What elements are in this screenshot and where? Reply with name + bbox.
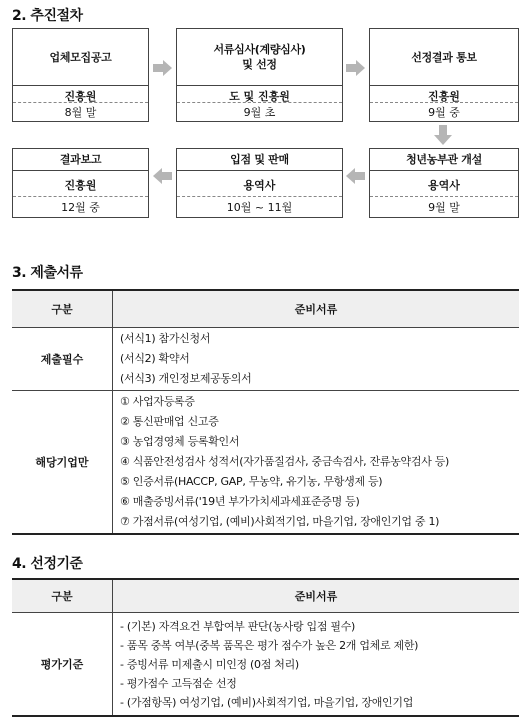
step-period: 9월 말: [370, 196, 518, 217]
header-documents: 준비서류: [113, 579, 520, 613]
list-item: - 평가점수 고득점순 선정: [120, 676, 237, 690]
process-step-review: [176, 28, 343, 122]
list-item: (서식1) 참가신청서: [120, 332, 211, 345]
table-row: [12, 328, 519, 391]
arrow-right-icon: [346, 60, 366, 76]
row-items: [113, 391, 520, 535]
section-title-documents: 3. 제출서류: [12, 265, 83, 281]
step-title: 서류심사(계량심사) 및 선정: [213, 43, 306, 71]
step-owner: 진흥원: [13, 170, 148, 199]
section-title-criteria: 4. 선정기준: [12, 556, 83, 572]
list-item: ⑥ 매출증빙서류('19년 부가가치세과세표준증명 등): [120, 495, 360, 508]
step-period: 10월 ~ 11월: [177, 196, 342, 217]
table-row: [12, 391, 519, 535]
step-title: 업체모집공고: [49, 50, 112, 64]
table-row: [12, 613, 519, 717]
list-item: - 품목 중복 여부(중복 품목은 평가 점수가 높은 2개 업체로 제한): [120, 638, 419, 652]
section-title-process: 2. 추진절차: [12, 8, 83, 24]
step-owner: 진흥원: [13, 85, 148, 105]
row-category: 평가기준: [12, 613, 113, 717]
process-step-notify: [369, 28, 519, 122]
step-title: 선정결과 통보: [411, 50, 477, 64]
documents-table: [12, 289, 519, 535]
list-item: (서식2) 확약서: [120, 352, 190, 365]
list-item: - (가점항목) 여성기업, (예비)사회적기업, 마을기업, 장애인기업: [120, 695, 414, 709]
row-items: [113, 613, 520, 717]
step-period: 9월 초: [177, 102, 342, 121]
list-item: ⑤ 인증서류(HACCP, GAP, 무농약, 유기농, 무항생제 등): [120, 475, 383, 488]
header-category: 구분: [12, 290, 113, 328]
list-item: ④ 식품안전성검사 성적서(자가품질검사, 중금속검사, 잔류농약검사 등): [120, 455, 450, 468]
process-step-report: [12, 148, 149, 218]
step-title: 결과보고: [59, 153, 102, 166]
arrow-down-icon: [434, 125, 452, 146]
step-period: 12월 중: [13, 196, 148, 217]
step-owner: 용역사: [370, 170, 518, 199]
list-item: - 증빙서류 미제출시 미인정 (0점 처리): [120, 657, 299, 671]
list-item: (서식3) 개인정보제공동의서: [120, 372, 252, 385]
list-item: ① 사업자등록증: [120, 395, 195, 408]
list-item: ② 통신판매업 신고증: [120, 415, 219, 428]
header-documents: 준비서류: [113, 290, 520, 328]
step-period: 9월 중: [370, 102, 518, 121]
step-owner: 용역사: [177, 170, 342, 199]
step-title: 청년농부관 개설: [406, 153, 482, 166]
process-step-recruit: [12, 28, 149, 122]
step-period: 8월 말: [13, 102, 148, 121]
table-header-row: [12, 579, 519, 613]
process-step-sales: [176, 148, 343, 218]
row-category: 제출필수: [12, 328, 113, 391]
criteria-table: [12, 578, 519, 717]
list-item: ⑦ 가점서류(여성기업, (예비)사회적기업, 마을기업, 장애인기업 중 1): [120, 515, 440, 528]
table-header-row: [12, 290, 519, 328]
arrow-left-icon: [346, 168, 366, 184]
step-owner: 진흥원: [370, 85, 518, 105]
list-item: ③ 농업경영체 등록확인서: [120, 435, 240, 448]
arrow-right-icon: [153, 60, 173, 76]
arrow-left-icon: [153, 168, 173, 184]
step-owner: 도 및 진흥원: [177, 85, 342, 105]
row-category: 해당기업만: [12, 391, 113, 535]
row-items: [113, 328, 520, 391]
process-step-open: [369, 148, 519, 218]
header-category: 구분: [12, 579, 113, 613]
step-title: 입점 및 판매: [230, 153, 289, 166]
list-item: - (기본) 자격요건 부합여부 판단(농사랑 입점 필수): [120, 619, 356, 633]
